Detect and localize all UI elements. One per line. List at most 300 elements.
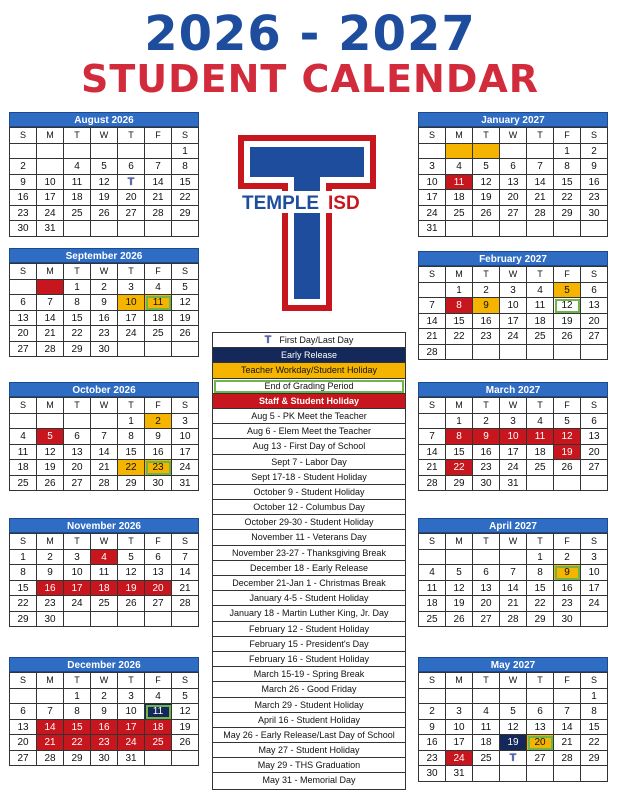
weekday-label: W	[500, 398, 527, 414]
day-cell: 2	[581, 144, 608, 160]
weekday-label: M	[37, 128, 64, 144]
day-cell: 6	[118, 159, 145, 175]
day-cell: 21	[91, 460, 118, 476]
day-cell: 3	[446, 704, 473, 720]
day-cell	[37, 414, 64, 430]
month-title: January 2027	[418, 112, 608, 127]
day-cell: 28	[172, 596, 199, 612]
day-cell: 19	[118, 581, 145, 597]
weekday-label: S	[419, 534, 446, 550]
day-cell: 17	[500, 445, 527, 461]
year-title: 2026 - 2027	[144, 6, 476, 62]
day-cell: 25	[527, 329, 554, 345]
day-cell	[446, 550, 473, 566]
month-title: August 2026	[9, 112, 199, 127]
event-item: February 12 - Student Holiday	[213, 622, 405, 637]
day-cell: 5	[446, 565, 473, 581]
day-cell: 21	[554, 735, 581, 751]
day-cell: 4	[145, 689, 172, 705]
day-cell: 24	[172, 460, 199, 476]
day-cell	[10, 144, 37, 160]
weekday-label: M	[446, 398, 473, 414]
month-title: October 2026	[9, 382, 199, 397]
day-cell: 24	[118, 735, 145, 751]
month-title: February 2027	[418, 251, 608, 266]
day-cell: 10	[118, 295, 145, 311]
month-mar	[418, 382, 608, 491]
day-cell: 4	[446, 159, 473, 175]
weekday-label: M	[446, 534, 473, 550]
weekday-label: T	[527, 128, 554, 144]
day-cell	[172, 221, 199, 237]
day-cell: 18	[91, 581, 118, 597]
day-cell: 27	[10, 751, 37, 767]
day-cell	[419, 550, 446, 566]
day-cell: 10	[500, 298, 527, 314]
day-cell	[64, 612, 91, 628]
weekday-label: F	[145, 128, 172, 144]
day-cell: 1	[64, 689, 91, 705]
day-cell: 20	[581, 314, 608, 330]
event-item: March 15-19 - Spring Break	[213, 667, 405, 682]
day-cell: 29	[446, 476, 473, 492]
day-cell: 19	[91, 190, 118, 206]
month-apr	[418, 518, 608, 627]
day-cell: 7	[145, 159, 172, 175]
day-cell: 26	[172, 326, 199, 342]
day-cell: 14	[91, 445, 118, 461]
weekday-label: F	[554, 398, 581, 414]
day-cell: 7	[527, 159, 554, 175]
day-cell: 15	[527, 581, 554, 597]
day-cell: 15	[554, 175, 581, 191]
month-grid	[418, 127, 608, 237]
day-cell: 7	[500, 565, 527, 581]
legend-staff-holiday: Staff & Student Holiday	[213, 394, 405, 409]
day-cell	[37, 689, 64, 705]
day-cell: 9	[10, 175, 37, 191]
day-cell: 30	[145, 476, 172, 492]
day-cell	[10, 280, 37, 296]
weekday-label: T	[118, 128, 145, 144]
weekday-label: F	[554, 267, 581, 283]
day-cell	[554, 345, 581, 361]
weekday-label: F	[145, 264, 172, 280]
day-cell: 6	[473, 565, 500, 581]
day-cell	[527, 689, 554, 705]
month-title: September 2026	[9, 248, 199, 263]
day-cell	[527, 221, 554, 237]
weekday-label: W	[500, 267, 527, 283]
day-cell: 12	[473, 175, 500, 191]
event-item: Aug 13 - First Day of School	[213, 439, 405, 454]
day-cell: 14	[419, 314, 446, 330]
day-cell: 27	[500, 206, 527, 222]
day-cell: 8	[118, 429, 145, 445]
day-cell: 7	[37, 295, 64, 311]
day-cell	[91, 221, 118, 237]
day-cell: 2	[473, 414, 500, 430]
day-cell: 20	[473, 596, 500, 612]
day-cell: 28	[145, 206, 172, 222]
day-cell: 11	[446, 175, 473, 191]
day-cell: 19	[473, 190, 500, 206]
weekday-label: T	[64, 398, 91, 414]
day-cell: 12	[446, 581, 473, 597]
day-cell: 12	[554, 298, 581, 314]
day-cell: 17	[118, 311, 145, 327]
day-cell: 26	[118, 596, 145, 612]
weekday-label: S	[10, 398, 37, 414]
day-cell: 1	[446, 283, 473, 299]
weekday-label: S	[581, 398, 608, 414]
day-cell: 13	[500, 175, 527, 191]
day-cell	[581, 221, 608, 237]
day-cell: 24	[64, 596, 91, 612]
t-day-icon: T	[264, 334, 272, 347]
day-cell: 29	[172, 206, 199, 222]
day-cell: 24	[500, 329, 527, 345]
day-cell: 3	[64, 550, 91, 566]
event-item: December 21-Jan 1 - Christmas Break	[213, 576, 405, 591]
day-cell: 27	[581, 329, 608, 345]
day-cell	[446, 144, 473, 160]
day-cell: 30	[554, 612, 581, 628]
day-cell: 17	[37, 190, 64, 206]
weekday-label: M	[37, 398, 64, 414]
day-cell: 1	[581, 689, 608, 705]
event-item: Aug 5 - PK Meet the Teacher	[213, 409, 405, 424]
day-cell	[419, 414, 446, 430]
day-cell: 10	[64, 565, 91, 581]
day-cell	[581, 345, 608, 361]
day-cell: 15	[10, 581, 37, 597]
day-cell: 23	[473, 329, 500, 345]
day-cell: 22	[446, 460, 473, 476]
day-cell: 6	[581, 414, 608, 430]
day-cell: 20	[145, 581, 172, 597]
weekday-label: W	[91, 264, 118, 280]
day-cell: 17	[118, 720, 145, 736]
day-cell: 18	[145, 720, 172, 736]
day-cell	[91, 612, 118, 628]
day-cell: 29	[64, 342, 91, 358]
day-cell: 5	[473, 159, 500, 175]
day-cell: 29	[10, 612, 37, 628]
day-cell: 15	[446, 314, 473, 330]
day-cell: 14	[145, 175, 172, 191]
day-cell	[581, 612, 608, 628]
day-cell: 29	[118, 476, 145, 492]
day-cell: 5	[554, 283, 581, 299]
day-cell: 27	[145, 596, 172, 612]
day-cell: 20	[581, 445, 608, 461]
day-cell: 26	[91, 206, 118, 222]
weekday-label: M	[446, 128, 473, 144]
day-cell: 13	[581, 298, 608, 314]
weekday-label: W	[91, 128, 118, 144]
day-cell: 15	[118, 445, 145, 461]
day-cell	[172, 612, 199, 628]
weekday-label: M	[37, 534, 64, 550]
day-cell: 21	[419, 460, 446, 476]
day-cell: 6	[500, 159, 527, 175]
weekday-label: T	[64, 128, 91, 144]
weekday-label: S	[10, 128, 37, 144]
day-cell: 1	[64, 280, 91, 296]
day-cell	[64, 221, 91, 237]
day-cell	[500, 221, 527, 237]
day-cell: 17	[419, 190, 446, 206]
legend-grading-period: End of Grading Period	[213, 379, 405, 394]
event-item: November 23-27 - Thanksgiving Break	[213, 546, 405, 561]
day-cell: 20	[527, 735, 554, 751]
month-jan	[418, 112, 608, 237]
day-cell: 19	[446, 596, 473, 612]
day-cell	[145, 342, 172, 358]
day-cell	[145, 221, 172, 237]
day-cell: 18	[446, 190, 473, 206]
day-cell: 7	[419, 429, 446, 445]
day-cell: 25	[473, 751, 500, 767]
day-cell: 8	[554, 159, 581, 175]
day-cell: 22	[64, 735, 91, 751]
day-cell: 13	[10, 311, 37, 327]
day-cell: 12	[500, 720, 527, 736]
day-cell: 2	[10, 159, 37, 175]
day-cell: 11	[10, 445, 37, 461]
day-cell: 20	[118, 190, 145, 206]
day-cell: 6	[581, 283, 608, 299]
month-grid	[418, 266, 608, 360]
month-dec	[9, 657, 199, 766]
day-cell: 28	[500, 612, 527, 628]
day-cell: 19	[500, 735, 527, 751]
weekday-label: F	[554, 673, 581, 689]
day-cell: 27	[581, 460, 608, 476]
t-day-icon: T	[127, 175, 135, 188]
day-cell: 22	[172, 190, 199, 206]
weekday-label: S	[581, 534, 608, 550]
day-cell: 6	[10, 295, 37, 311]
legend-early-release: Early Release	[213, 348, 405, 363]
day-cell: 4	[473, 704, 500, 720]
weekday-label: M	[446, 267, 473, 283]
day-cell: 23	[37, 596, 64, 612]
day-cell	[91, 414, 118, 430]
legend-first-last-label: First Day/Last Day	[279, 335, 354, 346]
month-title: April 2027	[418, 518, 608, 533]
day-cell: 14	[500, 581, 527, 597]
month-may	[418, 657, 608, 782]
day-cell: 3	[118, 280, 145, 296]
day-cell	[37, 159, 64, 175]
weekday-label: S	[419, 673, 446, 689]
weekday-label: T	[473, 267, 500, 283]
weekday-label: T	[473, 673, 500, 689]
day-cell: 18	[10, 460, 37, 476]
weekday-label: S	[581, 673, 608, 689]
weekday-label: S	[581, 128, 608, 144]
day-cell: 14	[37, 311, 64, 327]
event-item: May 26 - Early Release/Last Day of School	[213, 728, 405, 743]
day-cell: 2	[473, 283, 500, 299]
day-cell: 9	[145, 429, 172, 445]
day-cell	[10, 414, 37, 430]
month-grid	[418, 397, 608, 491]
month-feb	[418, 251, 608, 360]
weekday-label: S	[10, 673, 37, 689]
day-cell	[554, 476, 581, 492]
day-cell	[500, 766, 527, 782]
day-cell: 8	[10, 565, 37, 581]
day-cell: 28	[419, 476, 446, 492]
day-cell: 25	[10, 476, 37, 492]
month-nov	[9, 518, 199, 627]
day-cell: 10	[37, 175, 64, 191]
day-cell: 1	[554, 144, 581, 160]
day-cell: 27	[118, 206, 145, 222]
events-list	[213, 409, 405, 789]
weekday-label: W	[91, 673, 118, 689]
day-cell: 7	[91, 429, 118, 445]
day-cell: 23	[10, 206, 37, 222]
month-title: May 2027	[418, 657, 608, 672]
day-cell	[473, 766, 500, 782]
day-cell: 12	[118, 565, 145, 581]
weekday-label: S	[10, 534, 37, 550]
day-cell	[145, 144, 172, 160]
day-cell: 22	[446, 329, 473, 345]
event-item: May 29 - THS Graduation	[213, 758, 405, 773]
day-cell: 5	[118, 550, 145, 566]
day-cell: 23	[581, 190, 608, 206]
day-cell: 4	[64, 159, 91, 175]
day-cell: 28	[527, 206, 554, 222]
day-cell: 11	[527, 298, 554, 314]
weekday-label: S	[10, 264, 37, 280]
day-cell: 19	[37, 460, 64, 476]
day-cell	[145, 612, 172, 628]
day-cell	[118, 221, 145, 237]
day-cell	[500, 689, 527, 705]
day-cell: 19	[172, 311, 199, 327]
day-cell: 24	[419, 206, 446, 222]
day-cell: 11	[473, 720, 500, 736]
day-cell: 13	[527, 720, 554, 736]
day-cell: 7	[419, 298, 446, 314]
day-cell: 20	[500, 190, 527, 206]
day-cell: 13	[581, 429, 608, 445]
day-cell	[527, 766, 554, 782]
month-sep	[9, 248, 199, 357]
day-cell: 27	[10, 342, 37, 358]
weekday-label: T	[527, 267, 554, 283]
day-cell: 29	[64, 751, 91, 767]
day-cell: 31	[419, 221, 446, 237]
weekday-label: M	[446, 673, 473, 689]
day-cell: 16	[91, 311, 118, 327]
weekday-label: M	[37, 673, 64, 689]
weekday-label: T	[527, 398, 554, 414]
day-cell: 30	[37, 612, 64, 628]
day-cell: 17	[446, 735, 473, 751]
day-cell: 3	[419, 159, 446, 175]
day-cell: 20	[10, 326, 37, 342]
legend-panel	[212, 332, 406, 790]
day-cell: 6	[527, 704, 554, 720]
day-cell: 28	[37, 751, 64, 767]
weekday-label: M	[37, 264, 64, 280]
day-cell: 6	[145, 550, 172, 566]
day-cell: 18	[473, 735, 500, 751]
day-cell: 24	[581, 596, 608, 612]
day-cell: 11	[419, 581, 446, 597]
day-cell: 27	[473, 612, 500, 628]
day-cell: 13	[473, 581, 500, 597]
day-cell: 25	[419, 612, 446, 628]
day-cell: 29	[527, 612, 554, 628]
day-cell: 12	[37, 445, 64, 461]
day-cell: 6	[10, 704, 37, 720]
day-cell: 4	[91, 550, 118, 566]
day-cell: 8	[446, 298, 473, 314]
day-cell: 7	[554, 704, 581, 720]
month-grid	[418, 533, 608, 627]
day-cell: 24	[446, 751, 473, 767]
day-cell: 16	[37, 581, 64, 597]
day-cell: 25	[145, 326, 172, 342]
day-cell: 2	[91, 280, 118, 296]
event-item: October 12 - Columbus Day	[213, 500, 405, 515]
day-cell: 20	[64, 460, 91, 476]
day-cell	[473, 144, 500, 160]
day-cell: 14	[37, 720, 64, 736]
weekday-label: T	[118, 673, 145, 689]
day-cell: 19	[172, 720, 199, 736]
day-cell: 22	[64, 326, 91, 342]
day-cell: 28	[419, 345, 446, 361]
day-cell	[500, 550, 527, 566]
event-item: January 4-5 - Student Holiday	[213, 591, 405, 606]
month-aug	[9, 112, 199, 237]
day-cell: 9	[419, 720, 446, 736]
day-cell: 30	[473, 476, 500, 492]
day-cell: 15	[172, 175, 199, 191]
day-cell: 26	[446, 612, 473, 628]
day-cell: 4	[145, 280, 172, 296]
day-cell: 16	[419, 735, 446, 751]
weekday-label: T	[473, 128, 500, 144]
event-item: March 26 - Good Friday	[213, 682, 405, 697]
day-cell: 21	[500, 596, 527, 612]
day-cell: 22	[554, 190, 581, 206]
day-cell: 22	[118, 460, 145, 476]
day-cell: 1	[527, 550, 554, 566]
day-cell: 26	[554, 460, 581, 476]
weekday-label: T	[473, 534, 500, 550]
event-item: January 18 - Martin Luther King, Jr. Day	[213, 606, 405, 621]
day-cell: 23	[91, 326, 118, 342]
month-title: December 2026	[9, 657, 199, 672]
day-cell: 8	[446, 429, 473, 445]
day-cell: 13	[145, 565, 172, 581]
month-grid	[9, 672, 199, 766]
day-cell: 31	[172, 476, 199, 492]
day-cell	[118, 175, 145, 191]
day-cell: 17	[581, 581, 608, 597]
day-cell: 9	[554, 565, 581, 581]
